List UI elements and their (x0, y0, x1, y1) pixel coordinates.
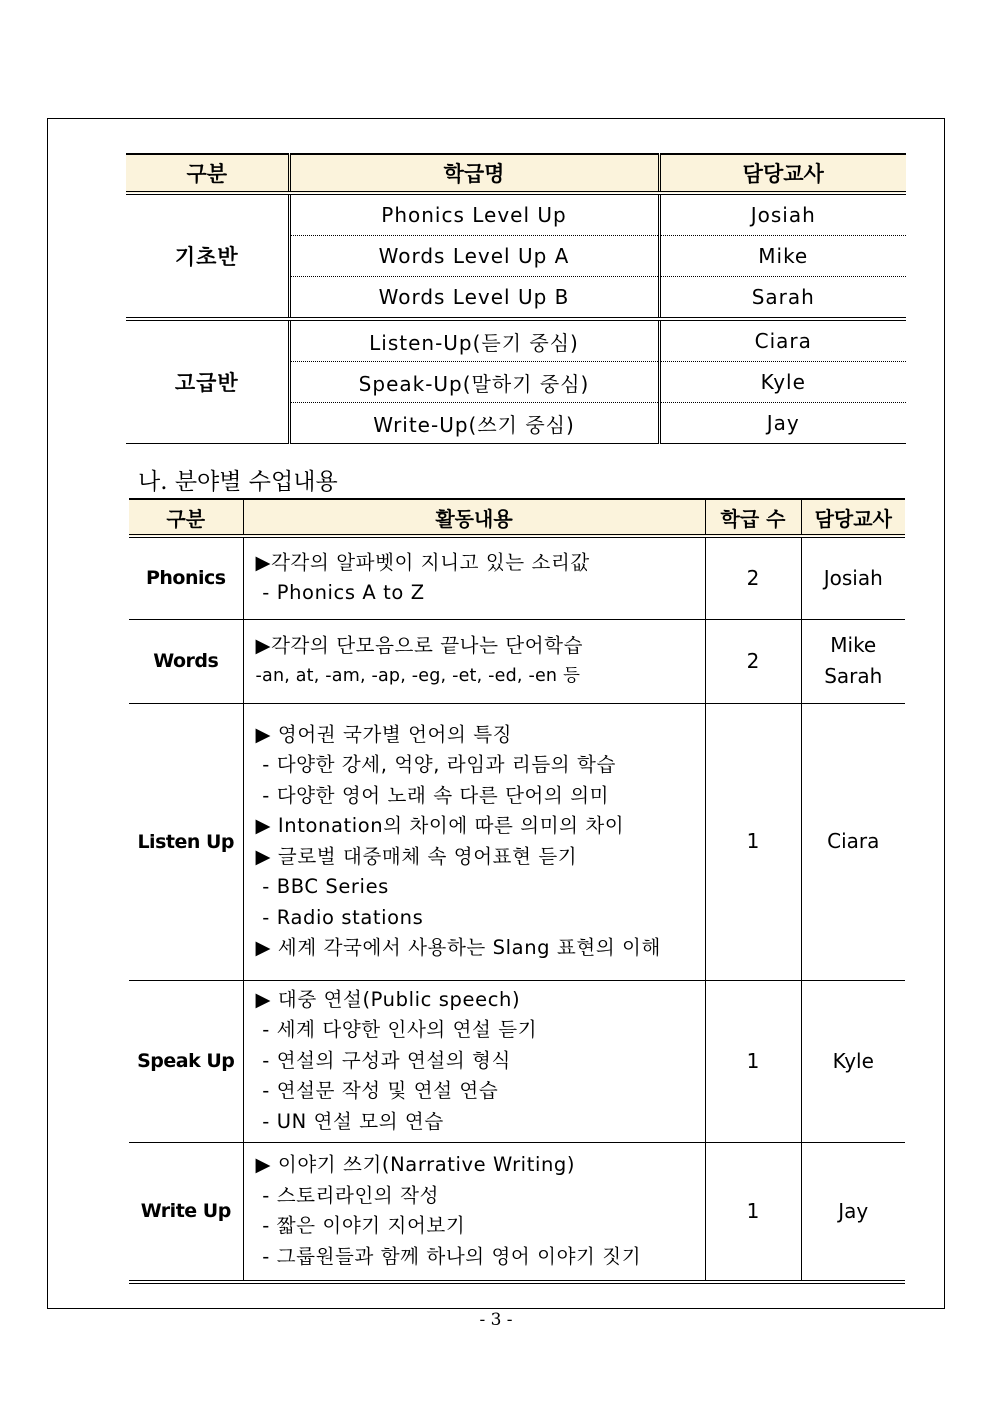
activity-line: ▶ 글로벌 대중매체 속 영어표현 듣기 (255, 844, 578, 868)
activity-line: - 그룹원들과 함께 하나의 영어 이야기 짓기 (255, 1244, 642, 1268)
teacher-name: Jay (838, 1198, 869, 1223)
activity-line: - 다양한 강세, 억양, 라임과 리듬의 학습 (255, 753, 616, 776)
class-count: 1 (705, 703, 801, 980)
activity-line: - 다양한 영어 노래 속 다른 단어의 의미 (255, 783, 610, 807)
activity-line: - Phonics A to Z (255, 581, 425, 605)
activity-list (243, 703, 705, 980)
header-class-count: 학급 수 (705, 499, 801, 536)
class-name: Speak-Up(말하기 중심) (289, 362, 659, 403)
category-label: Speak Up (129, 980, 243, 1142)
class-assignment-table (126, 153, 906, 444)
class-name: Words Level Up B (289, 277, 659, 320)
class-count: 1 (705, 1142, 801, 1282)
class-name: Phonics Level Up (289, 193, 659, 236)
teacher-cell (801, 1142, 905, 1282)
activity-line: - 연설문 작성 및 연설 연습 (255, 1079, 499, 1103)
class-count: 1 (705, 980, 801, 1142)
teacher-name: Josiah (659, 193, 906, 236)
activity-line: ▶각각의 단모음으로 끝나는 단어학습 (255, 633, 584, 657)
teacher-name: Mike (659, 236, 906, 277)
table-row (129, 980, 905, 1142)
category-label: Listen Up (129, 703, 243, 980)
activity-line: - BBC Series (255, 875, 389, 898)
class-name: Listen-Up(듣기 중심) (289, 319, 659, 362)
activity-line: ▶ 영어권 국가별 언어의 특징 (255, 722, 513, 746)
section-heading: 나. 분야별 수업내용 (138, 469, 338, 495)
teacher-cell (801, 703, 905, 980)
group-label-basic: 기초반 (126, 193, 289, 319)
category-label: Phonics (129, 536, 243, 619)
class-count: 2 (705, 536, 801, 619)
activity-line: ▶ 대중 연설(Public speech) (255, 987, 521, 1011)
activity-line: ▶ Intonation의 차이에 따른 의미의 차이 (255, 814, 625, 837)
table-header-row (129, 499, 905, 536)
activity-line: - 세계 다양한 인사의 연설 듣기 (255, 1018, 538, 1042)
teacher-name: Mike (830, 633, 877, 657)
page-number: - 3 - (479, 1310, 513, 1330)
category-label: Words (129, 619, 243, 703)
activity-list (243, 1142, 705, 1282)
teacher-name: Kyle (832, 1048, 874, 1073)
class-name: Words Level Up A (289, 236, 659, 277)
category-label: Write Up (129, 1142, 243, 1282)
group-label-advanced: 고급반 (126, 319, 289, 444)
teacher-name: Sarah (824, 664, 883, 688)
table-row (129, 703, 905, 980)
table-header-row (126, 154, 906, 193)
teacher-name: Jay (659, 403, 906, 444)
table-row (126, 193, 906, 236)
header-category: 구분 (126, 154, 289, 193)
activity-line: ▶각각의 알파벳이 지니고 있는 소리값 (255, 550, 590, 574)
activity-line: ▶ 이야기 쓰기(Narrative Writing) (255, 1153, 576, 1177)
header-class-name: 학급명 (289, 154, 659, 193)
activity-line: - 연설의 구성과 연설의 형식 (255, 1048, 511, 1072)
table-row (126, 319, 906, 362)
activity-list (243, 980, 705, 1142)
header-activities: 활동내용 (243, 499, 705, 536)
teacher-cell (801, 619, 905, 703)
class-count: 2 (705, 619, 801, 703)
teacher-name: Ciara (827, 829, 880, 853)
activity-line: -an, at, -am, -ap, -eg, -et, -ed, -en 등 (255, 666, 581, 686)
class-name: Write-Up(쓰기 중심) (289, 403, 659, 444)
teacher-name: Kyle (659, 362, 906, 403)
activity-list (243, 536, 705, 619)
table-row (129, 536, 905, 619)
header-teacher: 담당교사 (659, 154, 906, 193)
header-category: 구분 (129, 499, 243, 536)
header-teacher: 담당교사 (801, 499, 905, 536)
table-row (129, 1142, 905, 1282)
teacher-cell (801, 980, 905, 1142)
activity-line: ▶ 세계 각국에서 사용하는 Slang 표현의 이해 (255, 936, 661, 959)
teacher-name: Sarah (659, 277, 906, 320)
activity-list (243, 619, 705, 703)
teacher-name: Ciara (659, 319, 906, 362)
teacher-name: Josiah (823, 565, 883, 590)
curriculum-table (129, 498, 905, 1284)
teacher-cell (801, 536, 905, 619)
activity-line: - 스토리라인의 작성 (255, 1183, 440, 1207)
activity-line: - Radio stations (255, 905, 424, 929)
activity-line: - UN 연설 모의 연습 (255, 1109, 444, 1133)
table-row (129, 619, 905, 703)
activity-line: - 짧은 이야기 지어보기 (255, 1214, 466, 1238)
